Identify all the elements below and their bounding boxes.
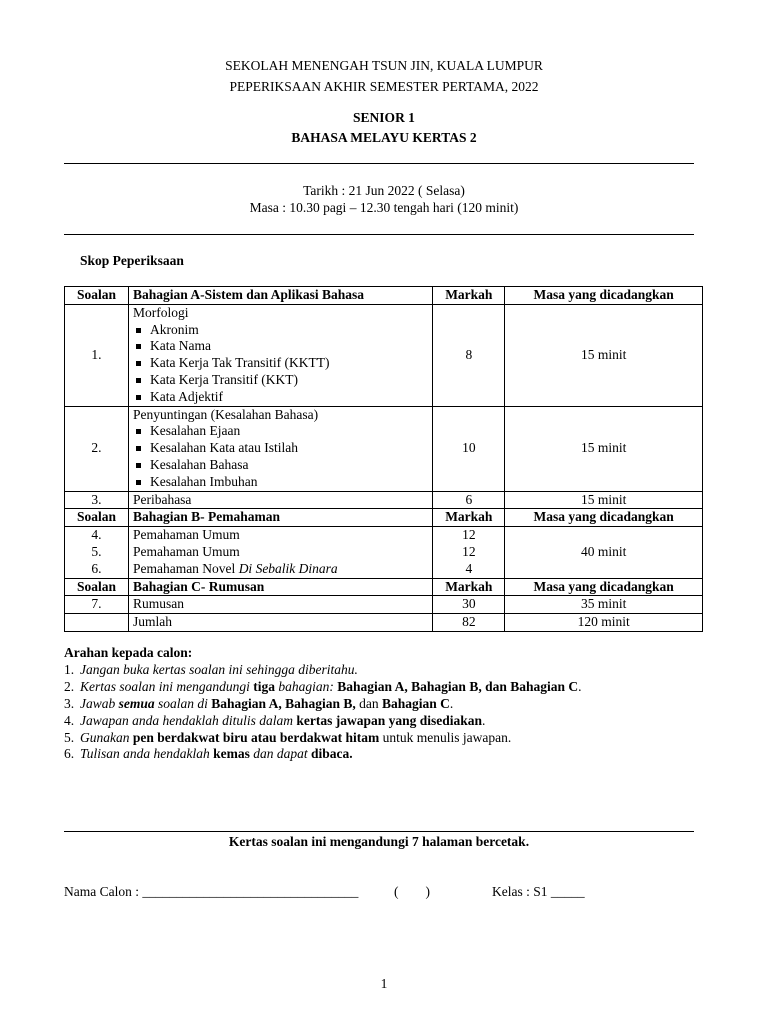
- exam-scope-table: [64, 286, 703, 632]
- question-number: 3.: [65, 491, 129, 509]
- total-row: [65, 614, 703, 632]
- instruction-item: [64, 713, 581, 730]
- instruction-text: Jawapan anda hendaklah ditulis dalam: [80, 712, 297, 728]
- novel-label: Pemahaman Novel: [132, 560, 239, 576]
- instruction-emphasis: tiga: [253, 678, 276, 694]
- instruction-number: 2.: [64, 678, 75, 694]
- subtopic-item: Kesalahan Ejaan: [133, 423, 428, 440]
- instruction-emphasis: kertas jawapan yang disediakan: [296, 712, 483, 728]
- question-topic: Peribahasa: [128, 491, 432, 509]
- subtopic-item: Kesalahan Kata atau Istilah: [133, 440, 428, 457]
- table-row: [65, 406, 703, 491]
- subtopic-list: [133, 423, 428, 490]
- col-header-marks: Markah: [433, 578, 505, 596]
- instruction-text: bahagian:: [275, 678, 338, 694]
- section-c-header-row: [65, 578, 703, 596]
- total-time: 120 minit: [505, 614, 703, 632]
- class-field[interactable]: Kelas : S1 _____: [492, 884, 585, 899]
- col-header-time: Masa yang dicadangkan: [505, 287, 703, 305]
- instructions-title: Arahan kepada calon:: [64, 645, 193, 660]
- question-marks: 4: [465, 560, 473, 576]
- col-header-time: Masa yang dicadangkan: [505, 578, 703, 596]
- instruction-text: .: [449, 695, 454, 711]
- exam-duration: Masa : 10.30 pagi – 12.30 tengah hari (120 minit): [249, 200, 519, 215]
- question-time: 40 minit: [505, 527, 703, 578]
- question-topic: Pemahaman Umum: [132, 543, 240, 559]
- exam-level: SENIOR 1: [353, 110, 415, 125]
- subtopic-item: Kata Adjektif: [133, 389, 428, 406]
- instructions: [64, 645, 581, 763]
- instruction-item: [64, 746, 581, 763]
- instruction-text: untuk menulis jawapan.: [379, 729, 512, 745]
- question-number: 5.: [91, 543, 102, 559]
- section-b-header-row: [65, 509, 703, 527]
- question-number: 4.: [91, 527, 102, 543]
- topic-title: Penyuntingan (Kesalahan Bahasa): [132, 406, 319, 422]
- question-time: 15 minit: [505, 304, 703, 406]
- instruction-emphasis: pen berdakwat biru atau berdakwat hitam: [129, 729, 380, 745]
- question-number: 2.: [65, 406, 129, 491]
- instruction-emphasis: semua: [118, 695, 155, 711]
- col-header-section-b: Bahagian B- Pemahaman: [128, 509, 432, 527]
- col-header-section-a: Bahagian A-Sistem dan Aplikasi Bahasa: [128, 287, 432, 305]
- question-number: 1.: [65, 304, 129, 406]
- instruction-emphasis: Bahagian C: [381, 695, 450, 711]
- instruction-emphasis: kemas: [213, 746, 250, 762]
- page-number: 1: [380, 976, 388, 991]
- question-number: 7.: [65, 596, 129, 614]
- question-numbers: [65, 527, 129, 578]
- instruction-text: .: [578, 678, 582, 694]
- question-marks: 12: [462, 543, 476, 559]
- question-time: 15 minit: [505, 491, 703, 509]
- subtopic-list: [133, 322, 428, 406]
- instruction-item: [64, 696, 581, 713]
- question-time: 35 minit: [505, 596, 703, 614]
- exam-date: Tarikh : 21 Jun 2022 ( Selasa): [303, 183, 465, 198]
- novel-title: Di Sebalik Dinara: [238, 560, 338, 576]
- question-number: 6.: [91, 560, 102, 576]
- instruction-emphasis: Bahagian A, Bahagian B, dan Bahagian C: [337, 678, 579, 694]
- table-row: [65, 596, 703, 614]
- subtopic-item: Kesalahan Bahasa: [133, 457, 428, 474]
- instruction-text: .: [482, 712, 486, 728]
- question-topic: [128, 406, 432, 491]
- question-marks: 10: [433, 406, 505, 491]
- total-label: Jumlah: [128, 614, 432, 632]
- footer-divider: [64, 831, 694, 832]
- col-header-marks: Markah: [433, 287, 505, 305]
- subtopic-item: Kata Kerja Transitif (KKT): [133, 372, 428, 389]
- instruction-number: 1.: [64, 661, 75, 677]
- table-row: [65, 304, 703, 406]
- col-header-section-c: Bahagian C- Rumusan: [128, 578, 432, 596]
- school-name: SEKOLAH MENENGAH TSUN JIN, KUALA LUMPUR: [225, 58, 543, 73]
- question-time: 15 minit: [505, 406, 703, 491]
- section-a-header-row: [65, 287, 703, 305]
- instruction-item: [64, 679, 581, 696]
- question-topic: Pemahaman Umum: [132, 527, 240, 543]
- instruction-text: Kertas soalan ini mengandungi: [80, 678, 254, 694]
- col-header-marks: Markah: [433, 509, 505, 527]
- col-header-question: Soalan: [65, 509, 129, 527]
- header-divider: [64, 163, 694, 164]
- instruction-emphasis: dibaca.: [311, 746, 353, 762]
- subtopic-item: Kata Nama: [133, 338, 428, 355]
- instruction-text: Jawab: [80, 695, 119, 711]
- candidate-number-field[interactable]: ( ): [394, 884, 430, 899]
- instruction-number: 6.: [64, 746, 75, 762]
- total-empty-cell: [65, 614, 129, 632]
- col-header-question: Soalan: [65, 578, 129, 596]
- instruction-text: dan dapat: [249, 746, 312, 762]
- col-header-time: Masa yang dicadangkan: [505, 509, 703, 527]
- exam-subject: BAHASA MELAYU KERTAS 2: [291, 130, 477, 145]
- instruction-item: [64, 730, 581, 747]
- instruction-emphasis: Bahagian A, Bahagian B,: [211, 695, 356, 711]
- question-marks: 30: [433, 596, 505, 614]
- scope-title: Skop Peperiksaan: [80, 253, 184, 268]
- total-marks: 82: [433, 614, 505, 632]
- instruction-text: Tulisan anda hendaklah: [80, 746, 214, 762]
- instruction-text: dan: [355, 695, 382, 711]
- exam-title: PEPERIKSAAN AKHIR SEMESTER PERTAMA, 2022: [229, 79, 539, 94]
- info-divider: [64, 234, 694, 235]
- pages-note: Kertas soalan ini mengandungi 7 halaman bercetak.: [228, 834, 530, 849]
- instruction-number: 5.: [64, 729, 75, 745]
- table-row: [65, 527, 703, 578]
- question-marks-group: [433, 527, 505, 578]
- instruction-text: soalan di: [154, 695, 212, 711]
- instruction-number: 4.: [64, 712, 75, 728]
- candidate-name-field[interactable]: Nama Calon : ________________________________: [64, 884, 359, 899]
- question-marks: 8: [433, 304, 505, 406]
- col-header-question: Soalan: [65, 287, 129, 305]
- instruction-text: Gunakan: [80, 729, 130, 745]
- instruction-text: Jangan buka kertas soalan ini sehingga diberitahu.: [80, 661, 358, 677]
- question-topic: Rumusan: [128, 596, 432, 614]
- question-marks: 12: [462, 527, 476, 543]
- question-topics: [128, 527, 432, 578]
- subtopic-item: Kata Kerja Tak Transitif (KKTT): [133, 355, 428, 372]
- question-topic: [133, 561, 428, 578]
- topic-title: Morfologi: [132, 304, 189, 320]
- question-marks: 6: [433, 491, 505, 509]
- table-row: [65, 491, 703, 509]
- instruction-item: [64, 662, 581, 679]
- subtopic-item: Akronim: [133, 322, 428, 339]
- instruction-number: 3.: [64, 695, 75, 711]
- question-topic: [128, 304, 432, 406]
- subtopic-item: Kesalahan Imbuhan: [133, 474, 428, 491]
